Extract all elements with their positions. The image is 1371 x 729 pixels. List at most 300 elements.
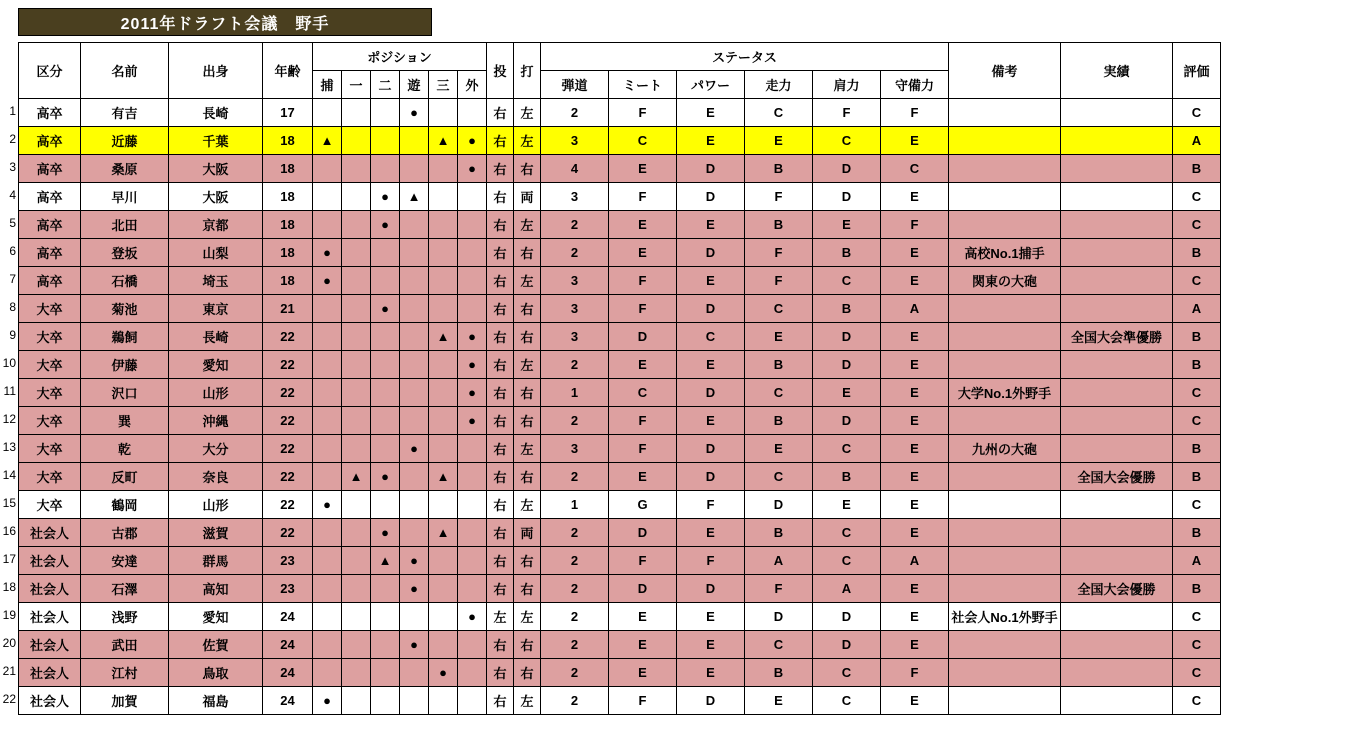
cell-pos-first[interactable] xyxy=(342,351,371,379)
cell-bikou[interactable] xyxy=(949,211,1061,239)
cell-pos-short[interactable]: ● xyxy=(400,575,429,603)
cell-pos-second[interactable]: ● xyxy=(371,519,400,547)
cell-status-arm[interactable]: F xyxy=(813,99,881,127)
cell-pos-second[interactable] xyxy=(371,323,400,351)
cell-bat[interactable]: 左 xyxy=(514,211,541,239)
cell-status-power[interactable]: D xyxy=(677,687,745,715)
cell-status-dando[interactable]: 4 xyxy=(541,155,609,183)
cell-status-arm[interactable]: E xyxy=(813,211,881,239)
cell-name[interactable]: 鶴岡 xyxy=(81,491,169,519)
cell-from[interactable]: 群馬 xyxy=(169,547,263,575)
cell-name[interactable]: 安達 xyxy=(81,547,169,575)
cell-pos-short[interactable]: ● xyxy=(400,631,429,659)
cell-bikou[interactable] xyxy=(949,407,1061,435)
cell-pos-second[interactable] xyxy=(371,379,400,407)
cell-name[interactable]: 巽 xyxy=(81,407,169,435)
cell-status-power[interactable]: E xyxy=(677,99,745,127)
cell-pos-short[interactable] xyxy=(400,687,429,715)
cell-age[interactable]: 24 xyxy=(263,659,313,687)
cell-pos-second[interactable] xyxy=(371,687,400,715)
cell-status-meet[interactable]: C xyxy=(609,379,677,407)
cell-hyouka[interactable]: C xyxy=(1173,603,1221,631)
cell-status-meet[interactable]: E xyxy=(609,239,677,267)
cell-status-defense[interactable]: C xyxy=(881,155,949,183)
cell-status-speed[interactable]: E xyxy=(745,687,813,715)
cell-status-speed[interactable]: C xyxy=(745,631,813,659)
cell-kubun[interactable]: 大卒 xyxy=(19,463,81,491)
cell-kubun[interactable]: 大卒 xyxy=(19,351,81,379)
cell-status-dando[interactable]: 3 xyxy=(541,435,609,463)
cell-bat[interactable]: 右 xyxy=(514,575,541,603)
cell-status-arm[interactable]: D xyxy=(813,631,881,659)
cell-pos-second[interactable] xyxy=(371,603,400,631)
cell-kubun[interactable]: 高卒 xyxy=(19,211,81,239)
cell-status-meet[interactable]: D xyxy=(609,519,677,547)
cell-status-meet[interactable]: F xyxy=(609,407,677,435)
cell-bat[interactable]: 左 xyxy=(514,491,541,519)
cell-hyouka[interactable]: A xyxy=(1173,127,1221,155)
cell-status-arm[interactable]: D xyxy=(813,323,881,351)
table-row[interactable] xyxy=(19,323,1221,351)
cell-hyouka[interactable]: C xyxy=(1173,631,1221,659)
cell-pos-catcher[interactable] xyxy=(313,295,342,323)
cell-pos-catcher[interactable] xyxy=(313,99,342,127)
cell-throw[interactable]: 右 xyxy=(487,435,514,463)
table-row[interactable] xyxy=(19,631,1221,659)
cell-kubun[interactable]: 高卒 xyxy=(19,183,81,211)
cell-pos-third[interactable] xyxy=(429,351,458,379)
cell-status-speed[interactable]: E xyxy=(745,127,813,155)
cell-status-meet[interactable]: C xyxy=(609,127,677,155)
cell-bikou[interactable]: 高校No.1捕手 xyxy=(949,239,1061,267)
cell-pos-second[interactable] xyxy=(371,267,400,295)
cell-status-dando[interactable]: 2 xyxy=(541,631,609,659)
cell-kubun[interactable]: 高卒 xyxy=(19,267,81,295)
cell-pos-outfield[interactable]: ● xyxy=(458,603,487,631)
cell-status-dando[interactable]: 2 xyxy=(541,603,609,631)
cell-hyouka[interactable]: B xyxy=(1173,323,1221,351)
cell-from[interactable]: 福島 xyxy=(169,687,263,715)
cell-status-dando[interactable]: 2 xyxy=(541,463,609,491)
cell-throw[interactable]: 右 xyxy=(487,127,514,155)
cell-pos-short[interactable] xyxy=(400,211,429,239)
cell-pos-catcher[interactable] xyxy=(313,183,342,211)
table-row[interactable] xyxy=(19,183,1221,211)
table-row[interactable] xyxy=(19,295,1221,323)
cell-pos-first[interactable] xyxy=(342,379,371,407)
cell-status-defense[interactable]: E xyxy=(881,519,949,547)
cell-pos-second[interactable] xyxy=(371,491,400,519)
cell-bikou[interactable]: 関東の大砲 xyxy=(949,267,1061,295)
cell-throw[interactable]: 右 xyxy=(487,547,514,575)
cell-pos-catcher[interactable] xyxy=(313,631,342,659)
cell-pos-first[interactable] xyxy=(342,239,371,267)
cell-throw[interactable]: 右 xyxy=(487,183,514,211)
cell-from[interactable]: 大阪 xyxy=(169,155,263,183)
cell-pos-second[interactable] xyxy=(371,407,400,435)
cell-age[interactable]: 18 xyxy=(263,239,313,267)
cell-bat[interactable]: 両 xyxy=(514,519,541,547)
cell-age[interactable]: 22 xyxy=(263,323,313,351)
cell-pos-catcher[interactable] xyxy=(313,379,342,407)
cell-pos-second[interactable] xyxy=(371,155,400,183)
cell-pos-short[interactable] xyxy=(400,239,429,267)
cell-status-dando[interactable]: 3 xyxy=(541,295,609,323)
cell-pos-short[interactable]: ▲ xyxy=(400,183,429,211)
cell-status-defense[interactable]: A xyxy=(881,547,949,575)
cell-from[interactable]: 高知 xyxy=(169,575,263,603)
cell-status-speed[interactable]: C xyxy=(745,379,813,407)
cell-from[interactable]: 長崎 xyxy=(169,323,263,351)
cell-age[interactable]: 18 xyxy=(263,267,313,295)
cell-jisseki[interactable] xyxy=(1061,379,1173,407)
cell-bikou[interactable] xyxy=(949,687,1061,715)
cell-status-meet[interactable]: D xyxy=(609,323,677,351)
cell-from[interactable]: 大分 xyxy=(169,435,263,463)
cell-pos-second[interactable]: ● xyxy=(371,211,400,239)
cell-pos-outfield[interactable] xyxy=(458,239,487,267)
cell-pos-second[interactable] xyxy=(371,239,400,267)
cell-status-dando[interactable]: 1 xyxy=(541,491,609,519)
cell-status-speed[interactable]: D xyxy=(745,491,813,519)
cell-pos-third[interactable] xyxy=(429,491,458,519)
cell-name[interactable]: 浅野 xyxy=(81,603,169,631)
cell-status-meet[interactable]: E xyxy=(609,211,677,239)
cell-jisseki[interactable] xyxy=(1061,211,1173,239)
cell-name[interactable]: 反町 xyxy=(81,463,169,491)
cell-status-defense[interactable]: F xyxy=(881,659,949,687)
cell-pos-short[interactable]: ● xyxy=(400,99,429,127)
cell-pos-third[interactable]: ▲ xyxy=(429,519,458,547)
cell-status-power[interactable]: D xyxy=(677,183,745,211)
cell-hyouka[interactable]: B xyxy=(1173,575,1221,603)
cell-hyouka[interactable]: B xyxy=(1173,351,1221,379)
cell-status-dando[interactable]: 2 xyxy=(541,547,609,575)
cell-from[interactable]: 千葉 xyxy=(169,127,263,155)
cell-pos-outfield[interactable]: ● xyxy=(458,351,487,379)
cell-pos-catcher[interactable] xyxy=(313,211,342,239)
cell-status-defense[interactable]: F xyxy=(881,99,949,127)
cell-pos-third[interactable] xyxy=(429,211,458,239)
cell-age[interactable]: 18 xyxy=(263,127,313,155)
cell-pos-third[interactable] xyxy=(429,155,458,183)
cell-pos-catcher[interactable] xyxy=(313,323,342,351)
cell-jisseki[interactable] xyxy=(1061,155,1173,183)
cell-kubun[interactable]: 大卒 xyxy=(19,407,81,435)
cell-bikou[interactable] xyxy=(949,323,1061,351)
cell-pos-second[interactable] xyxy=(371,659,400,687)
cell-status-arm[interactable]: D xyxy=(813,407,881,435)
cell-pos-first[interactable] xyxy=(342,407,371,435)
cell-pos-second[interactable] xyxy=(371,631,400,659)
cell-pos-outfield[interactable] xyxy=(458,435,487,463)
cell-jisseki[interactable] xyxy=(1061,659,1173,687)
cell-throw[interactable]: 右 xyxy=(487,267,514,295)
cell-bat[interactable]: 右 xyxy=(514,407,541,435)
cell-status-meet[interactable]: E xyxy=(609,659,677,687)
cell-kubun[interactable]: 社会人 xyxy=(19,519,81,547)
cell-pos-second[interactable]: ● xyxy=(371,295,400,323)
cell-age[interactable]: 24 xyxy=(263,687,313,715)
cell-pos-outfield[interactable] xyxy=(458,491,487,519)
cell-pos-short[interactable] xyxy=(400,323,429,351)
cell-pos-second[interactable] xyxy=(371,99,400,127)
cell-pos-catcher[interactable] xyxy=(313,659,342,687)
cell-status-power[interactable]: D xyxy=(677,575,745,603)
cell-status-arm[interactable]: A xyxy=(813,575,881,603)
cell-pos-catcher[interactable]: ● xyxy=(313,687,342,715)
cell-kubun[interactable]: 社会人 xyxy=(19,659,81,687)
cell-pos-catcher[interactable] xyxy=(313,575,342,603)
cell-status-power[interactable]: D xyxy=(677,463,745,491)
cell-age[interactable]: 21 xyxy=(263,295,313,323)
cell-pos-first[interactable] xyxy=(342,631,371,659)
table-row[interactable] xyxy=(19,267,1221,295)
cell-pos-third[interactable]: ▲ xyxy=(429,127,458,155)
cell-jisseki[interactable] xyxy=(1061,267,1173,295)
cell-status-meet[interactable]: D xyxy=(609,575,677,603)
cell-status-power[interactable]: E xyxy=(677,267,745,295)
cell-bat[interactable]: 左 xyxy=(514,687,541,715)
cell-bat[interactable]: 左 xyxy=(514,351,541,379)
cell-status-defense[interactable]: E xyxy=(881,463,949,491)
table-row[interactable] xyxy=(19,547,1221,575)
cell-pos-third[interactable] xyxy=(429,379,458,407)
cell-status-meet[interactable]: E xyxy=(609,631,677,659)
cell-age[interactable]: 17 xyxy=(263,99,313,127)
cell-status-defense[interactable]: E xyxy=(881,435,949,463)
cell-status-arm[interactable]: C xyxy=(813,547,881,575)
cell-name[interactable]: 武田 xyxy=(81,631,169,659)
cell-throw[interactable]: 右 xyxy=(487,519,514,547)
cell-jisseki[interactable] xyxy=(1061,295,1173,323)
cell-age[interactable]: 18 xyxy=(263,155,313,183)
cell-status-dando[interactable]: 2 xyxy=(541,659,609,687)
cell-status-defense[interactable]: E xyxy=(881,351,949,379)
cell-throw[interactable]: 右 xyxy=(487,99,514,127)
cell-kubun[interactable]: 大卒 xyxy=(19,379,81,407)
cell-status-power[interactable]: E xyxy=(677,127,745,155)
cell-pos-third[interactable] xyxy=(429,267,458,295)
cell-pos-third[interactable]: ▲ xyxy=(429,323,458,351)
cell-from[interactable]: 東京 xyxy=(169,295,263,323)
cell-status-defense[interactable]: E xyxy=(881,575,949,603)
cell-status-arm[interactable]: B xyxy=(813,295,881,323)
cell-status-defense[interactable]: E xyxy=(881,183,949,211)
cell-kubun[interactable]: 高卒 xyxy=(19,127,81,155)
cell-throw[interactable]: 右 xyxy=(487,491,514,519)
cell-jisseki[interactable] xyxy=(1061,519,1173,547)
cell-jisseki[interactable]: 全国大会準優勝 xyxy=(1061,323,1173,351)
cell-bat[interactable]: 左 xyxy=(514,267,541,295)
cell-pos-second[interactable] xyxy=(371,351,400,379)
cell-status-dando[interactable]: 3 xyxy=(541,323,609,351)
cell-bat[interactable]: 右 xyxy=(514,295,541,323)
cell-bat[interactable]: 左 xyxy=(514,435,541,463)
cell-bikou[interactable] xyxy=(949,99,1061,127)
cell-status-dando[interactable]: 2 xyxy=(541,519,609,547)
cell-bat[interactable]: 右 xyxy=(514,547,541,575)
cell-status-defense[interactable]: E xyxy=(881,491,949,519)
table-row[interactable] xyxy=(19,379,1221,407)
cell-age[interactable]: 22 xyxy=(263,379,313,407)
cell-status-speed[interactable]: F xyxy=(745,183,813,211)
cell-pos-outfield[interactable]: ● xyxy=(458,127,487,155)
cell-status-speed[interactable]: F xyxy=(745,575,813,603)
cell-status-arm[interactable]: D xyxy=(813,351,881,379)
cell-name[interactable]: 北田 xyxy=(81,211,169,239)
cell-bat[interactable]: 右 xyxy=(514,239,541,267)
cell-bikou[interactable] xyxy=(949,575,1061,603)
cell-name[interactable]: 鵜飼 xyxy=(81,323,169,351)
cell-age[interactable]: 18 xyxy=(263,183,313,211)
cell-status-dando[interactable]: 2 xyxy=(541,575,609,603)
cell-status-defense[interactable]: A xyxy=(881,295,949,323)
cell-pos-second[interactable]: ● xyxy=(371,183,400,211)
cell-status-meet[interactable]: F xyxy=(609,687,677,715)
cell-bat[interactable]: 右 xyxy=(514,323,541,351)
cell-kubun[interactable]: 大卒 xyxy=(19,323,81,351)
cell-throw[interactable]: 右 xyxy=(487,323,514,351)
table-row[interactable] xyxy=(19,435,1221,463)
cell-from[interactable]: 京都 xyxy=(169,211,263,239)
table-row[interactable] xyxy=(19,491,1221,519)
cell-pos-catcher[interactable] xyxy=(313,547,342,575)
cell-name[interactable]: 古郡 xyxy=(81,519,169,547)
cell-kubun[interactable]: 大卒 xyxy=(19,295,81,323)
cell-pos-third[interactable]: ● xyxy=(429,659,458,687)
cell-hyouka[interactable]: C xyxy=(1173,491,1221,519)
cell-hyouka[interactable]: C xyxy=(1173,687,1221,715)
cell-bat[interactable]: 右 xyxy=(514,659,541,687)
cell-throw[interactable]: 右 xyxy=(487,211,514,239)
cell-hyouka[interactable]: C xyxy=(1173,407,1221,435)
cell-name[interactable]: 有吉 xyxy=(81,99,169,127)
cell-pos-short[interactable] xyxy=(400,295,429,323)
cell-status-meet[interactable]: E xyxy=(609,603,677,631)
cell-kubun[interactable]: 大卒 xyxy=(19,491,81,519)
cell-pos-second[interactable]: ▲ xyxy=(371,547,400,575)
cell-status-power[interactable]: D xyxy=(677,155,745,183)
cell-status-meet[interactable]: E xyxy=(609,463,677,491)
cell-pos-first[interactable] xyxy=(342,547,371,575)
cell-status-defense[interactable]: E xyxy=(881,631,949,659)
cell-pos-outfield[interactable] xyxy=(458,519,487,547)
cell-status-defense[interactable]: E xyxy=(881,379,949,407)
cell-status-arm[interactable]: D xyxy=(813,603,881,631)
cell-status-speed[interactable]: F xyxy=(745,239,813,267)
cell-name[interactable]: 桑原 xyxy=(81,155,169,183)
cell-status-meet[interactable]: F xyxy=(609,99,677,127)
cell-bat[interactable]: 右 xyxy=(514,463,541,491)
cell-pos-outfield[interactable]: ● xyxy=(458,323,487,351)
cell-hyouka[interactable]: C xyxy=(1173,99,1221,127)
cell-hyouka[interactable]: B xyxy=(1173,463,1221,491)
cell-status-arm[interactable]: D xyxy=(813,183,881,211)
cell-name[interactable]: 加賀 xyxy=(81,687,169,715)
cell-status-defense[interactable]: E xyxy=(881,127,949,155)
cell-status-arm[interactable]: C xyxy=(813,687,881,715)
cell-pos-outfield[interactable]: ● xyxy=(458,155,487,183)
cell-throw[interactable]: 右 xyxy=(487,239,514,267)
cell-kubun[interactable]: 高卒 xyxy=(19,155,81,183)
cell-status-arm[interactable]: D xyxy=(813,155,881,183)
cell-status-speed[interactable]: C xyxy=(745,99,813,127)
cell-hyouka[interactable]: B xyxy=(1173,239,1221,267)
cell-pos-catcher[interactable] xyxy=(313,519,342,547)
cell-status-power[interactable]: D xyxy=(677,379,745,407)
table-row[interactable] xyxy=(19,463,1221,491)
cell-from[interactable]: 山形 xyxy=(169,491,263,519)
cell-jisseki[interactable] xyxy=(1061,407,1173,435)
cell-name[interactable]: 菊池 xyxy=(81,295,169,323)
cell-from[interactable]: 愛知 xyxy=(169,351,263,379)
cell-status-speed[interactable]: B xyxy=(745,351,813,379)
cell-status-dando[interactable]: 2 xyxy=(541,687,609,715)
cell-bat[interactable]: 左 xyxy=(514,603,541,631)
cell-pos-short[interactable]: ● xyxy=(400,435,429,463)
cell-bikou[interactable]: 社会人No.1外野手 xyxy=(949,603,1061,631)
cell-throw[interactable]: 右 xyxy=(487,295,514,323)
cell-bikou[interactable] xyxy=(949,183,1061,211)
cell-from[interactable]: 長崎 xyxy=(169,99,263,127)
cell-status-arm[interactable]: C xyxy=(813,267,881,295)
cell-status-speed[interactable]: B xyxy=(745,211,813,239)
cell-bikou[interactable] xyxy=(949,547,1061,575)
cell-bat[interactable]: 右 xyxy=(514,379,541,407)
cell-pos-second[interactable]: ● xyxy=(371,463,400,491)
cell-pos-catcher[interactable] xyxy=(313,407,342,435)
cell-from[interactable]: 奈良 xyxy=(169,463,263,491)
cell-hyouka[interactable]: C xyxy=(1173,659,1221,687)
cell-pos-outfield[interactable] xyxy=(458,547,487,575)
cell-pos-first[interactable]: ▲ xyxy=(342,463,371,491)
cell-pos-first[interactable] xyxy=(342,659,371,687)
cell-kubun[interactable]: 大卒 xyxy=(19,435,81,463)
cell-name[interactable]: 近藤 xyxy=(81,127,169,155)
cell-jisseki[interactable] xyxy=(1061,239,1173,267)
cell-bat[interactable]: 両 xyxy=(514,183,541,211)
cell-status-arm[interactable]: C xyxy=(813,435,881,463)
cell-pos-short[interactable]: ● xyxy=(400,547,429,575)
cell-name[interactable]: 登坂 xyxy=(81,239,169,267)
cell-hyouka[interactable]: B xyxy=(1173,155,1221,183)
cell-pos-catcher[interactable] xyxy=(313,155,342,183)
table-row[interactable] xyxy=(19,155,1221,183)
cell-status-arm[interactable]: C xyxy=(813,127,881,155)
cell-pos-third[interactable] xyxy=(429,239,458,267)
cell-age[interactable]: 22 xyxy=(263,463,313,491)
cell-pos-first[interactable] xyxy=(342,211,371,239)
cell-age[interactable]: 23 xyxy=(263,547,313,575)
cell-pos-outfield[interactable] xyxy=(458,99,487,127)
cell-bikou[interactable] xyxy=(949,519,1061,547)
cell-status-defense[interactable]: E xyxy=(881,239,949,267)
cell-status-speed[interactable]: A xyxy=(745,547,813,575)
cell-age[interactable]: 24 xyxy=(263,631,313,659)
cell-pos-catcher[interactable]: ▲ xyxy=(313,127,342,155)
cell-jisseki[interactable] xyxy=(1061,547,1173,575)
cell-pos-third[interactable]: ▲ xyxy=(429,463,458,491)
cell-status-defense[interactable]: E xyxy=(881,687,949,715)
cell-pos-third[interactable] xyxy=(429,99,458,127)
cell-throw[interactable]: 右 xyxy=(487,687,514,715)
cell-status-arm[interactable]: C xyxy=(813,659,881,687)
cell-hyouka[interactable]: B xyxy=(1173,519,1221,547)
cell-bikou[interactable]: 九州の大砲 xyxy=(949,435,1061,463)
cell-pos-third[interactable] xyxy=(429,435,458,463)
cell-status-power[interactable]: E xyxy=(677,519,745,547)
